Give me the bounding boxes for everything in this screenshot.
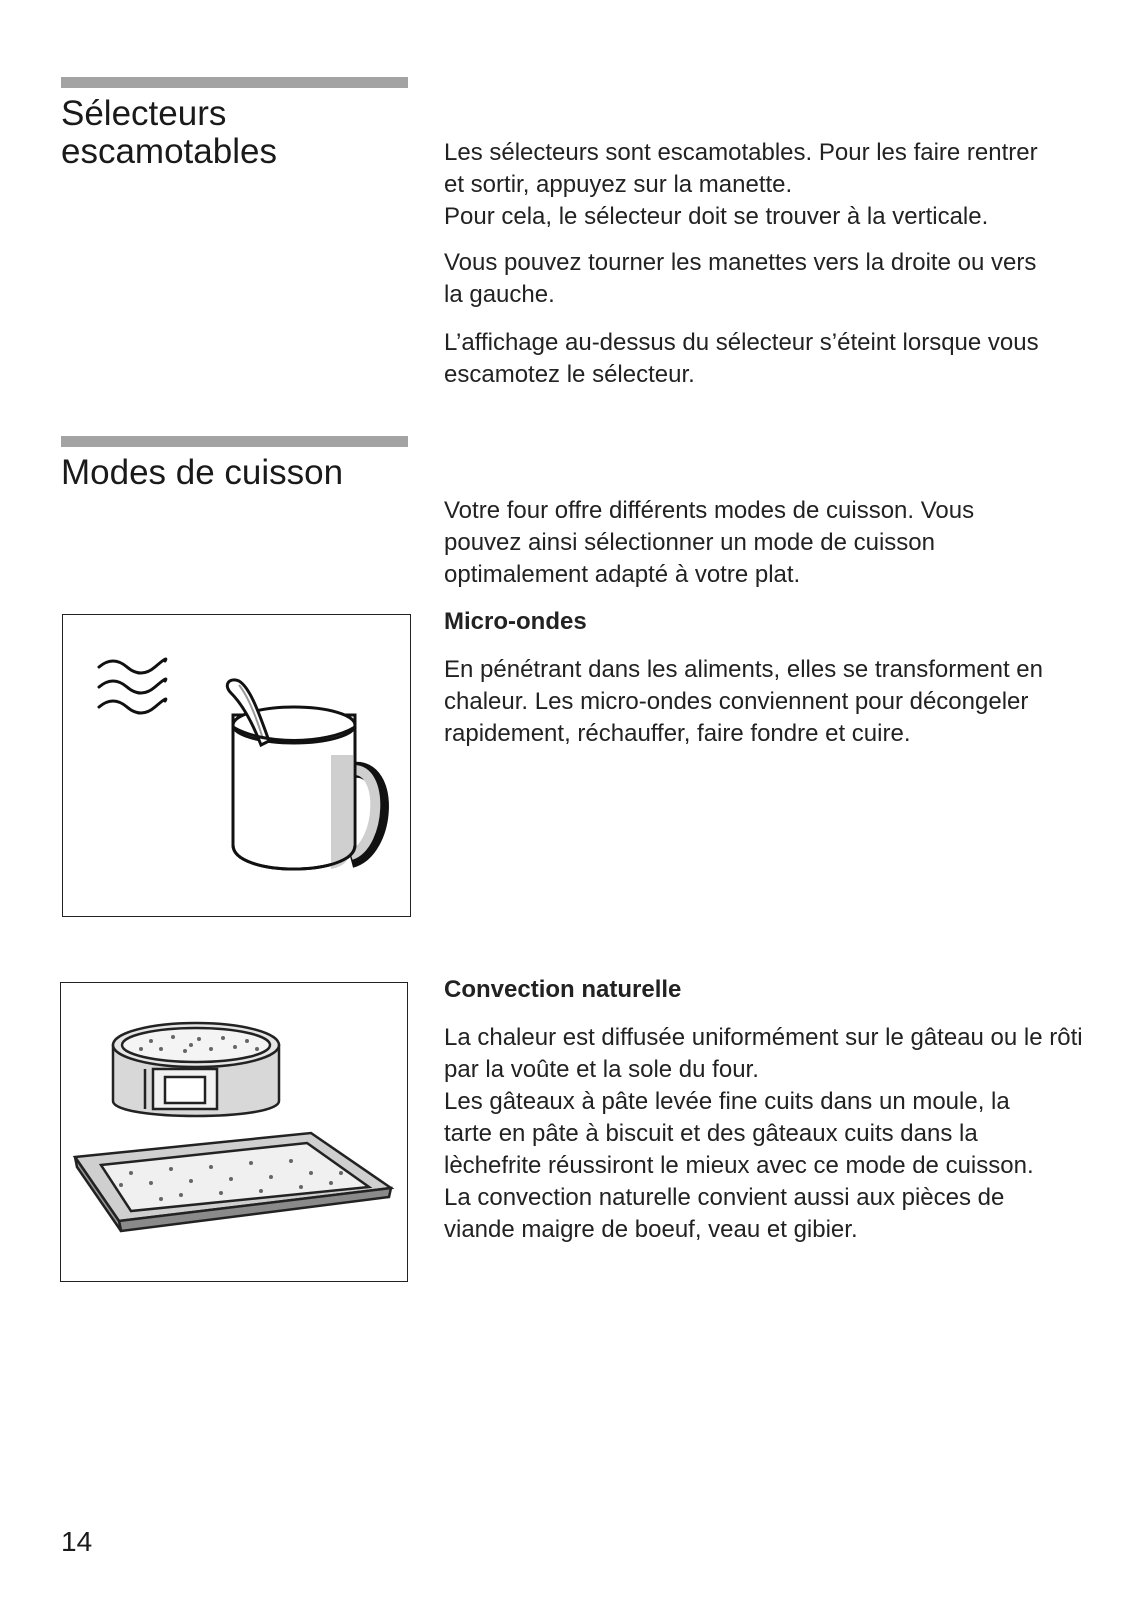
mode-heading-micro-ondes: Micro-ondes (444, 608, 587, 635)
section-rule (61, 436, 408, 447)
mug-icon (227, 680, 381, 869)
paragraph: Les sélecteurs sont escamotables. Pour les faire rentrer et sortir, appuyez sur la manette. (444, 139, 1038, 198)
paragraph: Vous pouvez tourner les manettes vers la droite ou vers la gauche. (444, 249, 1037, 308)
microwave-waves-icon (99, 659, 166, 713)
mode-text: La chaleur est diffusée uniformément sur le gâteau ou le rôti par la voûte et la sole du four. (444, 1024, 1083, 1083)
section-title-modes: Modes de cuisson (61, 453, 344, 492)
mode-text: Les gâteaux à pâte levée fine cuits dans un moule, la tarte en pâte à biscuit et des gâteaux cuits dans la lèchefrite réussiront le mieux avec ce mode de cuisson. La convection naturelle convient aussi aux pièces de viande maigre de boeuf, veau et gibier. (444, 1088, 1034, 1243)
section-rule (61, 77, 408, 88)
section-title-selecteurs (61, 95, 277, 171)
mode-text: En pénétrant dans les aliments, elles se transforment en chaleur. Les micro-ondes conviennent pour décongeler rapidement, réchauffer, faire fondre et cuire. (444, 656, 1043, 747)
intro-paragraph: Votre four offre différents modes de cuisson. Vous pouvez ainsi sélectionner un mode de cuisson optimalement adapté à votre plat. (444, 497, 975, 588)
baking-tray-icon (75, 1133, 391, 1231)
mode-heading-convection: Convection naturelle (444, 976, 682, 1003)
paragraph: L’affichage au-dessus du sélecteur s’éteint lorsque vous escamotez le sélecteur. (444, 329, 1039, 388)
page-number: 14 (61, 1526, 93, 1557)
springform-cake-pan-icon (113, 1023, 279, 1116)
convection-illustration (60, 982, 408, 1282)
paragraph: Pour cela, le sélecteur doit se trouver à la verticale. (444, 203, 989, 230)
title-line: escamotables (61, 132, 277, 171)
microwave-illustration (62, 614, 411, 917)
title-line: Sélecteurs (61, 94, 227, 133)
